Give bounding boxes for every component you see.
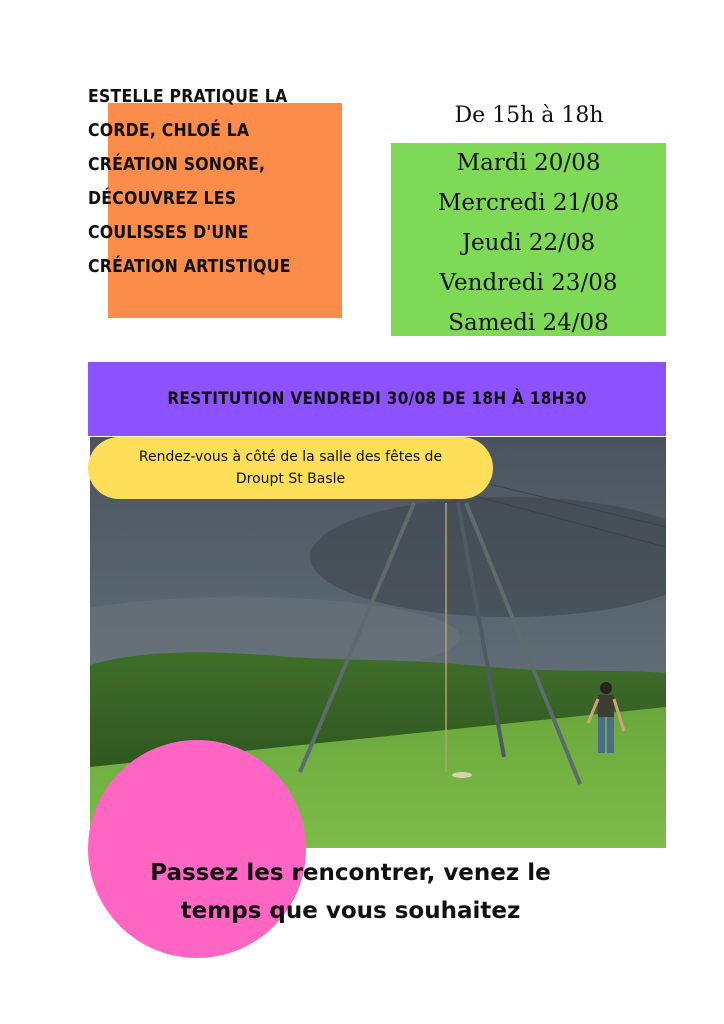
intro-line: CRÉATION ARTISTIQUE (88, 257, 291, 277)
meeting-line: Rendez-vous à côté de la salle des fêtes de (138, 449, 443, 465)
meeting-line: Droupt St Basle (235, 471, 346, 487)
intro-line: ESTELLE PRATIQUE LA (88, 87, 288, 107)
intro-line: COULISSES D'UNE (88, 223, 249, 243)
schedule-day: Jeudi 22/08 (461, 230, 596, 256)
intro-line: DÉCOUVREZ LES (88, 189, 237, 209)
meeting-place-pill (88, 437, 493, 499)
intro-line: CRÉATION SONORE, (88, 155, 266, 175)
schedule-hours: De 15h à 18h (454, 103, 604, 128)
schedule-day: Vendredi 23/08 (439, 270, 618, 296)
restitution-text: RESTITUTION VENDREDI 30/08 DE 18H À 18H30 (167, 389, 587, 409)
intro-text (88, 80, 338, 284)
schedule-days-list (391, 143, 666, 343)
closing-line: temps que vous souhaitez (180, 898, 521, 924)
intro-line: CORDE, CHLOÉ LA (88, 121, 250, 141)
closing-line: Passez les rencontrer, venez le (150, 860, 551, 886)
restitution-banner (88, 362, 666, 436)
schedule-day: Mardi 20/08 (456, 150, 601, 176)
closing-message (88, 854, 613, 930)
schedule-day: Mercredi 21/08 (437, 190, 620, 216)
schedule-day: Samedi 24/08 (448, 310, 609, 336)
